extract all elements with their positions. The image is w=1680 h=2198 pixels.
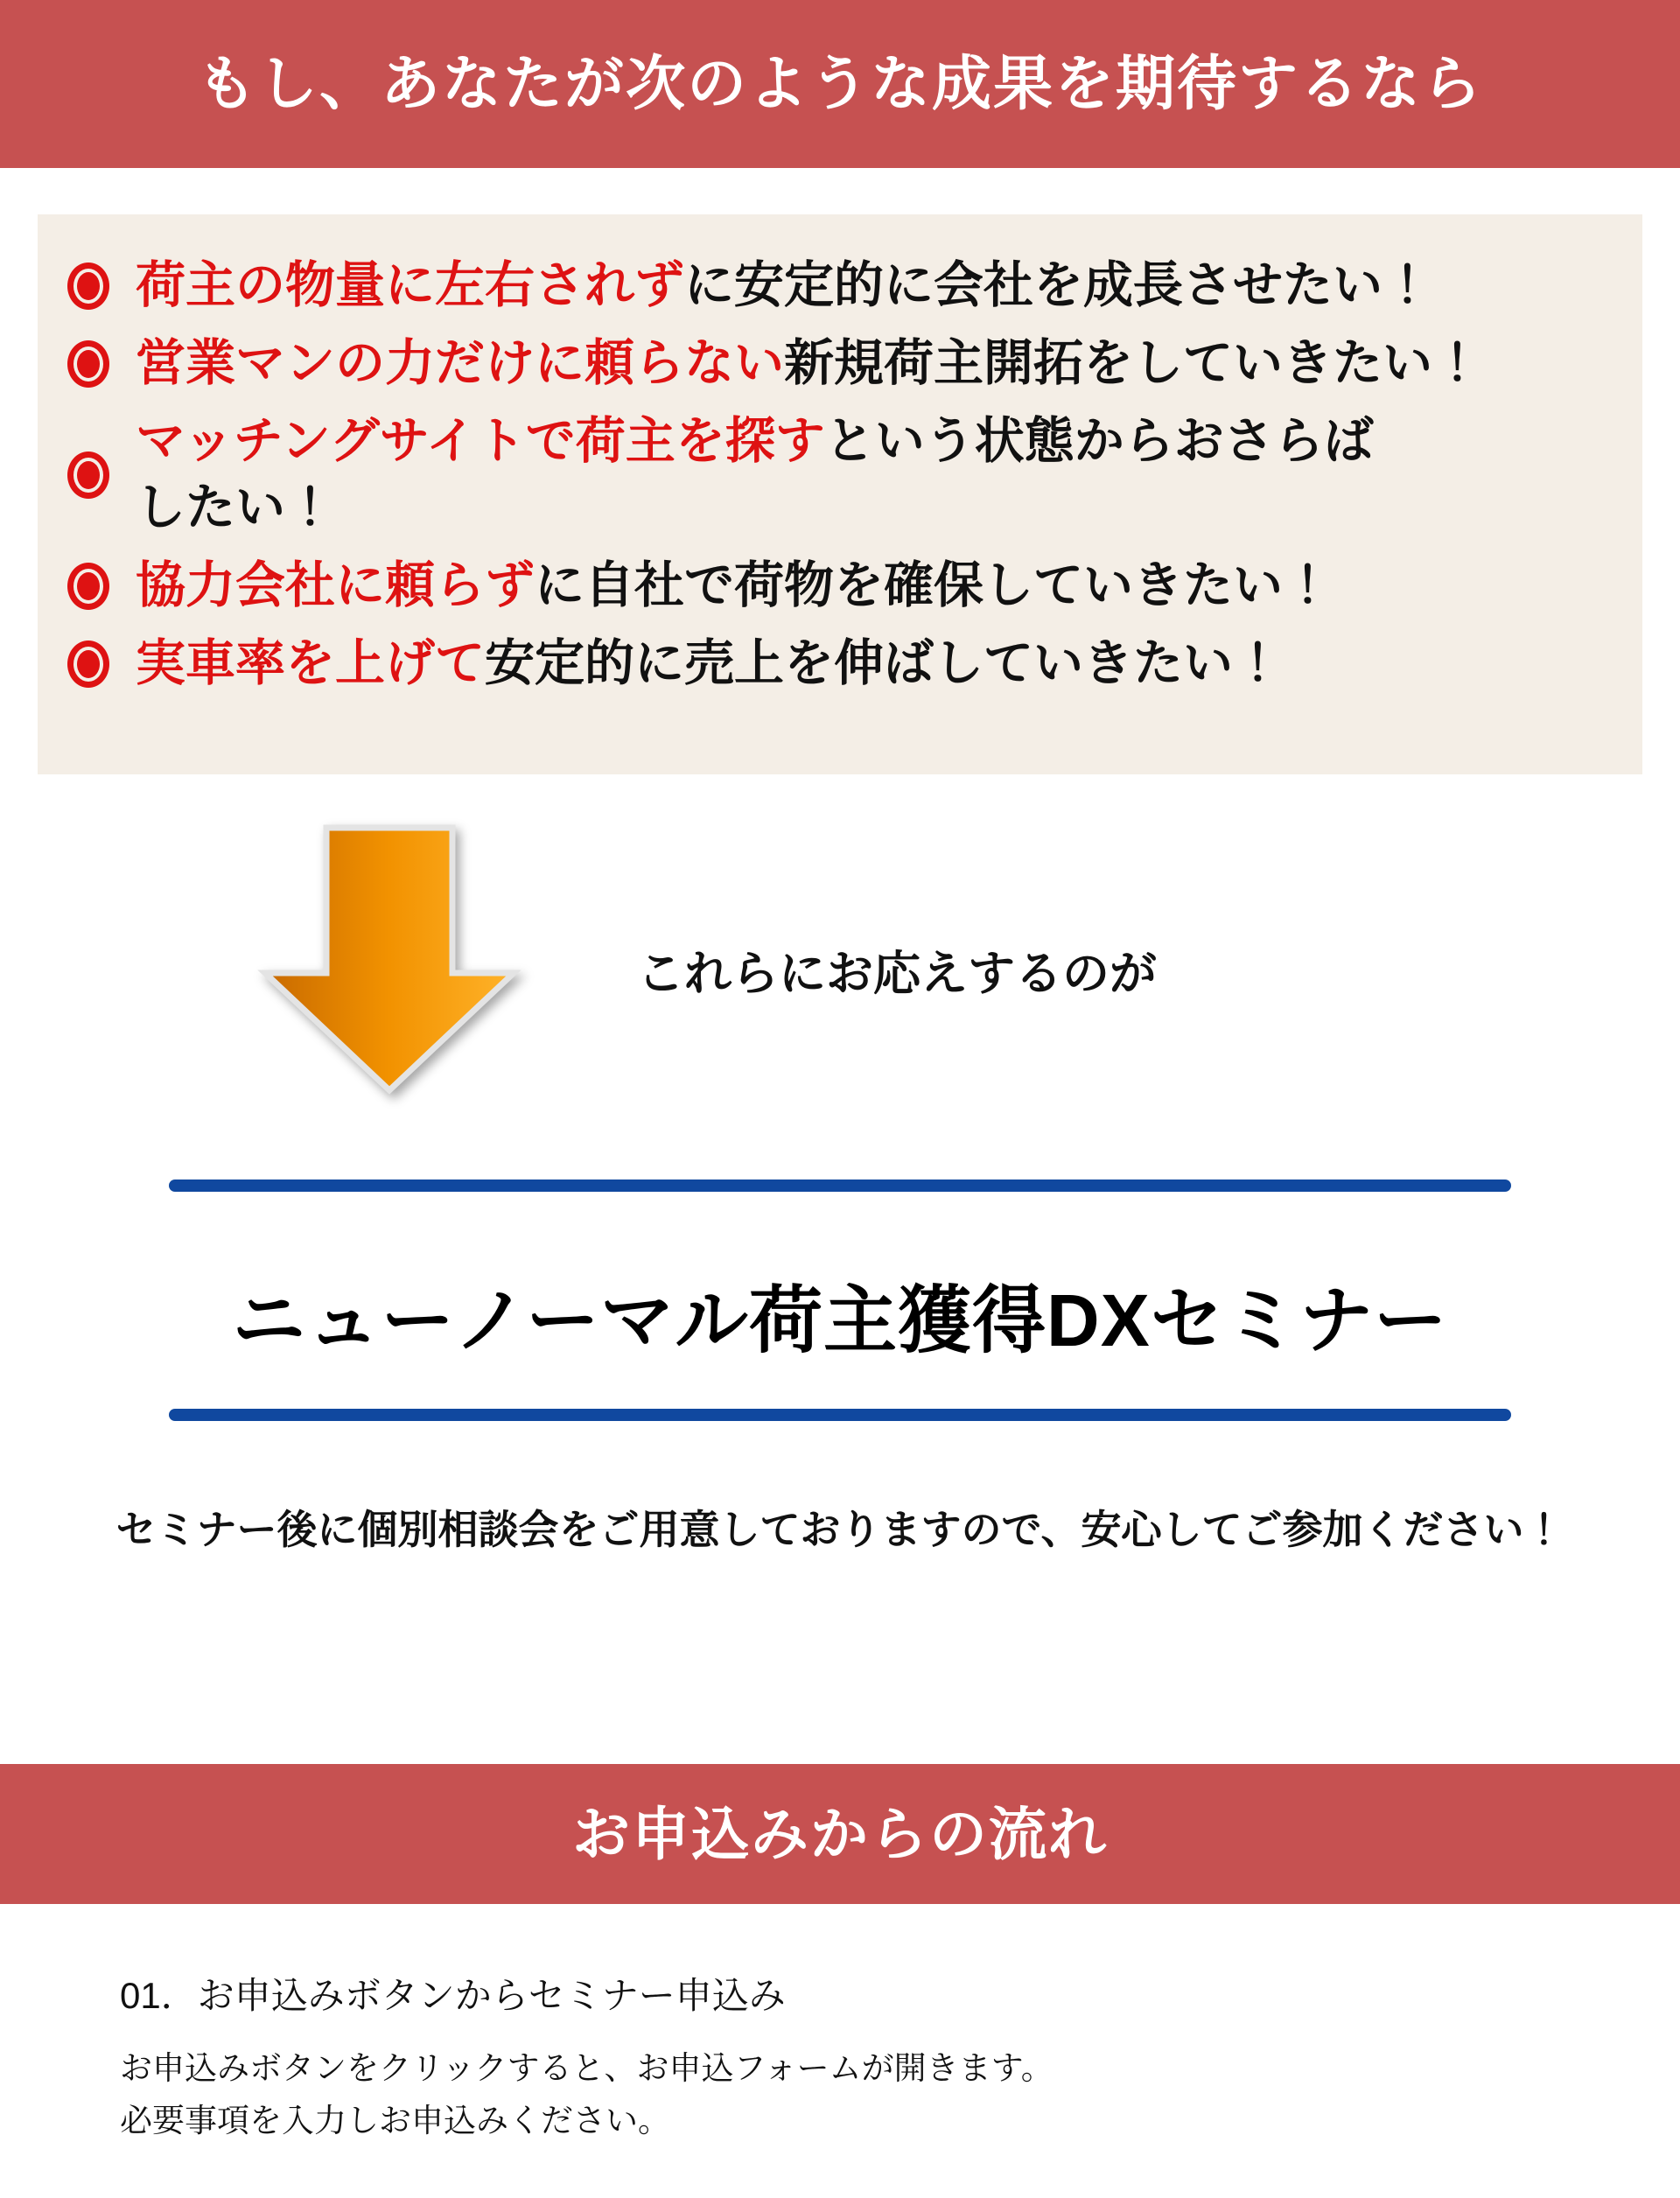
expectation-text xyxy=(136,409,1374,540)
bullseye-bullet-icon xyxy=(67,640,109,688)
expectation-rest: 安定的に売上を伸ばしていきたい！ xyxy=(485,635,1283,692)
expectation-emphasis: 荷主の物量に左右されず xyxy=(136,257,684,313)
hero-banner-title: もし、あなたが次のような成果を期待するなら xyxy=(196,51,1483,117)
expectation-row xyxy=(67,553,1613,619)
step1-description-line: お申込みボタンをクリックすると、お申込フォームが開きます。 xyxy=(120,2050,1054,2086)
seminar-title: ニューノーマル荷主獲得DXセミナー xyxy=(232,1279,1448,1362)
expectation-rest: に自社で荷物を確保していきたい！ xyxy=(535,556,1333,613)
expectation-rest: 新規荷主開拓をしていきたい！ xyxy=(784,335,1482,392)
expectation-row xyxy=(67,409,1613,540)
expectation-line-1 xyxy=(136,409,1374,474)
application-steps xyxy=(120,1967,1054,2147)
bullseye-bullet-icon xyxy=(67,262,109,310)
expectation-text xyxy=(136,331,1482,396)
expectation-emphasis: 実車率を上げて xyxy=(136,635,485,692)
expectation-emphasis: 営業マンの力だけに頼らない xyxy=(136,335,784,392)
expectation-emphasis: マッチングサイトで荷主を探す xyxy=(136,413,825,470)
expectation-text xyxy=(136,553,1333,619)
expectation-row xyxy=(67,631,1613,696)
expectation-row xyxy=(67,331,1613,396)
expectation-text xyxy=(136,631,1283,696)
arrow-caption: これらにお応えするのが xyxy=(637,948,1157,1000)
step1-heading: 01．お申込みボタンからセミナー申込み xyxy=(120,1975,786,2016)
bullseye-bullet-icon xyxy=(67,452,109,499)
reassurance-note: セミナー後に個別相談会をご用意しておりますので、安心してご参加ください！ xyxy=(116,1507,1564,1552)
bullseye-bullet-icon xyxy=(67,563,109,610)
expectation-emphasis: 協力会社に頼らず xyxy=(136,556,535,613)
expectation-rest: という状態からおさらば xyxy=(824,413,1374,470)
bullseye-bullet-icon xyxy=(67,340,109,388)
expectation-line-2: したい！ xyxy=(136,479,335,536)
hero-banner xyxy=(0,0,1680,168)
step1-description-line: 必要事項を入力しお申込みください。 xyxy=(120,2102,670,2138)
flow-banner-title: お申込みからの流れ xyxy=(572,1802,1108,1866)
divider-top xyxy=(169,1180,1511,1192)
flow-banner xyxy=(0,1764,1680,1904)
expectation-text xyxy=(136,253,1432,318)
expectations-panel xyxy=(38,214,1642,774)
expectation-row xyxy=(67,253,1613,318)
expectation-rest: に安定的に会社を成長させたい！ xyxy=(684,257,1432,313)
down-arrow-icon xyxy=(256,822,523,1096)
divider-bottom xyxy=(169,1409,1511,1421)
